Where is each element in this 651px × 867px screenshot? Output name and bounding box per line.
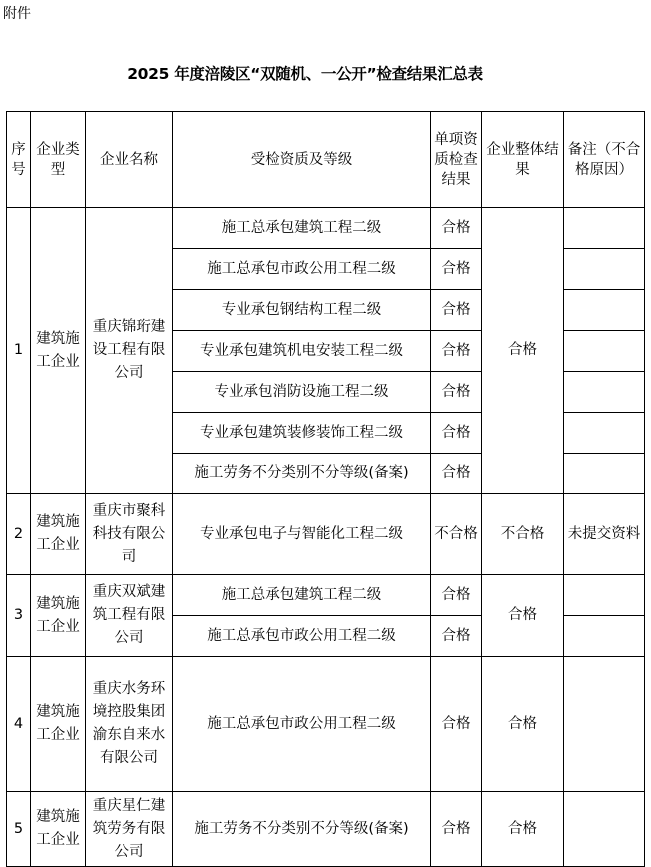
page-title: 2025 年度涪陵区“双随机、一公开”检查结果汇总表 [127,65,483,83]
cell-single-result: 合格 [431,249,482,290]
cell-qualification: 施工总承包建筑工程二级 [173,208,431,249]
cell-single-result: 合格 [431,575,482,616]
cell-single-result: 合格 [431,616,482,657]
header-remark: 备注（不合格原因） [564,112,645,208]
cell-type: 建筑施工企业 [31,792,86,867]
cell-remark [564,454,645,494]
cell-seq: 1 [7,208,31,494]
header-qualification: 受检资质及等级 [173,112,431,208]
header-seq: 序号 [7,112,31,208]
annex-label: 附件 [3,6,31,22]
table-row [7,575,645,616]
cell-company-name: 重庆双斌建筑工程有限公司 [86,575,173,657]
cell-single-result: 合格 [431,331,482,372]
cell-overall-result: 合格 [482,657,564,792]
table-row [7,657,645,792]
cell-qualification: 专业承包电子与智能化工程二级 [173,494,431,575]
cell-single-result: 合格 [431,372,482,413]
cell-qualification: 专业承包钢结构工程二级 [173,290,431,331]
cell-qualification: 施工总承包市政公用工程二级 [173,657,431,792]
cell-single-result: 不合格 [431,494,482,575]
cell-single-result: 合格 [431,792,482,867]
cell-company-name: 重庆市聚科科技有限公司 [86,494,173,575]
cell-remark [564,413,645,454]
cell-single-result: 合格 [431,657,482,792]
cell-company-name: 重庆锦珩建设工程有限公司 [86,208,173,494]
cell-overall-result: 不合格 [482,494,564,575]
cell-company-name: 重庆星仁建筑劳务有限公司 [86,792,173,867]
cell-qualification: 施工劳务不分类别不分等级(备案) [173,454,431,494]
header-name: 企业名称 [86,112,173,208]
cell-type: 建筑施工企业 [31,575,86,657]
cell-remark [564,575,645,616]
cell-overall-result: 合格 [482,575,564,657]
results-table [6,111,645,867]
cell-remark [564,249,645,290]
cell-company-name: 重庆水务环境控股集团渝东自来水有限公司 [86,657,173,792]
cell-overall-result: 合格 [482,792,564,867]
header-overall-result: 企业整体结果 [482,112,564,208]
table-row [7,494,645,575]
cell-overall-result: 合格 [482,208,564,494]
cell-single-result: 合格 [431,290,482,331]
cell-remark: 未提交资料 [564,494,645,575]
header-single-result: 单项资质检查结果 [431,112,482,208]
cell-seq: 3 [7,575,31,657]
cell-remark [564,331,645,372]
cell-qualification: 专业承包消防设施工程二级 [173,372,431,413]
cell-type: 建筑施工企业 [31,657,86,792]
cell-qualification: 施工总承包建筑工程二级 [173,575,431,616]
table-row [7,208,645,249]
cell-remark [564,792,645,867]
cell-single-result: 合格 [431,413,482,454]
header-row [7,112,645,208]
cell-seq: 5 [7,792,31,867]
cell-single-result: 合格 [431,454,482,494]
cell-qualification: 施工总承包市政公用工程二级 [173,616,431,657]
cell-seq: 2 [7,494,31,575]
cell-remark [564,372,645,413]
cell-seq: 4 [7,657,31,792]
table-row [7,792,645,867]
cell-type: 建筑施工企业 [31,208,86,494]
header-type: 企业类型 [31,112,86,208]
cell-remark [564,657,645,792]
cell-qualification: 施工劳务不分类别不分等级(备案) [173,792,431,867]
cell-qualification: 施工总承包市政公用工程二级 [173,249,431,290]
cell-remark [564,290,645,331]
cell-remark [564,208,645,249]
cell-type: 建筑施工企业 [31,494,86,575]
cell-single-result: 合格 [431,208,482,249]
cell-qualification: 专业承包建筑机电安装工程二级 [173,331,431,372]
cell-remark [564,616,645,657]
cell-qualification: 专业承包建筑装修装饰工程二级 [173,413,431,454]
